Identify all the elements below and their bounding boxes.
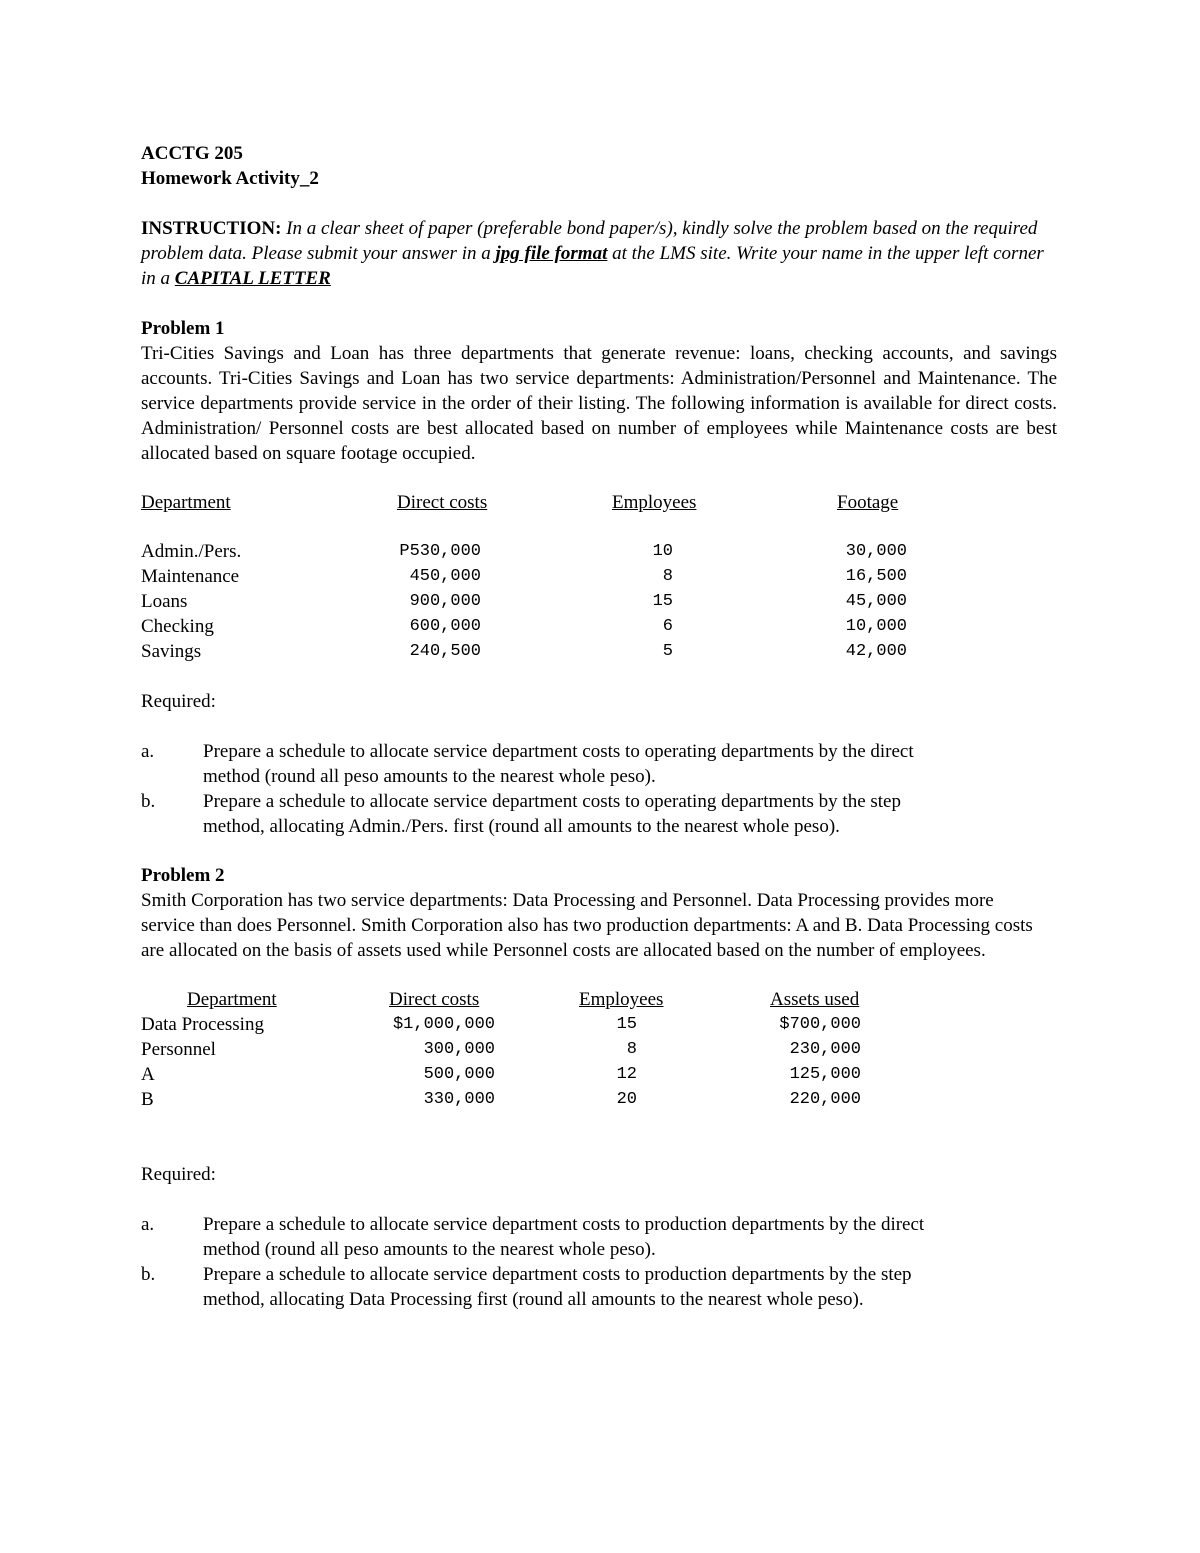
p2-cell-employees: 12 (616, 1065, 637, 1084)
p1-cell-cost: 240,500 (409, 642, 481, 661)
instruction-text-2: at the LMS site. Write your name in the upper left corner in a (141, 243, 1044, 289)
table-row (141, 614, 1061, 639)
instruction-text-1: In a clear sheet of paper (preferable bond paper/s), kindly solve the problem based on the required problem data. Please submit your answer in a (141, 218, 1038, 264)
p2-cell-dept: A (141, 1064, 155, 1085)
problem1-requirement-b (141, 789, 943, 839)
requirement-label: b. (141, 1264, 156, 1285)
p1-header-employees: Employees (612, 492, 697, 513)
instruction-label: INSTRUCTION: (141, 218, 282, 239)
p1-cell-cost: 900,000 (409, 592, 481, 611)
document-page (141, 141, 1061, 1312)
table-row (141, 1087, 1061, 1112)
p2-header-assets-used: Assets used (770, 989, 860, 1010)
p2-header-employees: Employees (579, 989, 664, 1010)
p1-cell-footage: 42,000 (845, 642, 907, 661)
problem1-title: Problem 1 (141, 318, 225, 339)
requirement-text: Prepare a schedule to allocate service department costs to operating departments by the step method, allocating Admin./Pers. first (round all amounts to the nearest whole peso). (203, 791, 901, 837)
requirement-text: Prepare a schedule to allocate service department costs to operating departments by the direct method (round all peso amounts to the nearest whole peso). (203, 741, 914, 787)
p2-cell-assets: 125,000 (789, 1065, 861, 1084)
requirement-label: a. (141, 1214, 155, 1235)
p1-cell-employees: 6 (662, 617, 673, 636)
p1-cell-footage: 30,000 (845, 542, 907, 561)
table-row (141, 1062, 1061, 1087)
requirement-label: b. (141, 791, 156, 812)
problem1-table (141, 490, 1061, 664)
problem2-description: Smith Corporation has two service departments: Data Processing and Personnel. Data Processing provides more service than does Personnel. Smith Corporation also has two production departments: A and B. Data Processing costs are allocated on the basis of assets used while Personnel costs are allocated based on the number of employees. (141, 890, 1033, 961)
problem1-description: Tri-Cities Savings and Loan has three departments that generate revenue: loans, checking accounts, and savings accounts. Tri-Cities Savings and Loan has two service departments: Administration/Personnel and Maintenance. The service departments provide service in the order of their listing. The following information is available for direct costs. Administration/ Personnel costs are best allocated based on number of employees while Maintenance costs are best allocated based on square footage occupied. (141, 343, 1057, 464)
p1-cell-dept: Maintenance (141, 566, 240, 587)
p2-cell-assets: 230,000 (789, 1040, 861, 1059)
p1-cell-dept: Admin./Pers. (141, 541, 242, 562)
p1-header-footage: Footage (837, 492, 899, 513)
p1-cell-footage: 45,000 (845, 592, 907, 611)
requirement-text: Prepare a schedule to allocate service department costs to production departments by the step method, allocating Data Processing first (round all amounts to the nearest whole peso). (203, 1264, 912, 1310)
problem1-required-label: Required: (141, 691, 216, 712)
problem2-table-header (141, 987, 1061, 1012)
table-row (141, 639, 1061, 664)
activity-title: Homework Activity_2 (141, 168, 319, 189)
problem2-requirement-a (141, 1212, 943, 1262)
p1-cell-cost: 600,000 (409, 617, 481, 636)
requirement-label: a. (141, 741, 155, 762)
problem1-requirement-a (141, 739, 933, 789)
p2-cell-cost: 330,000 (423, 1090, 495, 1109)
problem2-table (141, 987, 1061, 1112)
p2-header-direct-costs: Direct costs (389, 989, 480, 1010)
p2-cell-dept: B (141, 1089, 154, 1110)
problem1-table-header (141, 490, 1061, 515)
table-row (141, 564, 1061, 589)
p2-cell-dept: Personnel (141, 1039, 216, 1060)
p1-cell-cost: 450,000 (409, 567, 481, 586)
p1-header-department: Department (141, 492, 231, 513)
p2-cell-assets: 220,000 (789, 1090, 861, 1109)
p1-cell-employees: 8 (662, 567, 673, 586)
table-row (141, 1012, 1061, 1037)
table-row (141, 539, 1061, 564)
problem2-requirement-b (141, 1262, 943, 1312)
instruction-format: jpg file format (495, 243, 608, 264)
p2-cell-employees: 20 (616, 1090, 637, 1109)
p2-cell-employees: 15 (616, 1015, 637, 1034)
p2-cell-employees: 8 (626, 1040, 637, 1059)
p1-cell-footage: 16,500 (845, 567, 907, 586)
p1-cell-employees: 15 (652, 592, 673, 611)
p2-header-department: Department (187, 989, 277, 1010)
p2-cell-cost: 300,000 (423, 1040, 495, 1059)
p1-cell-employees: 10 (652, 542, 673, 561)
p1-cell-dept: Loans (141, 591, 188, 612)
problem2-title: Problem 2 (141, 865, 225, 886)
problem2-required-label: Required: (141, 1164, 216, 1185)
requirement-text: Prepare a schedule to allocate service department costs to production departments by the direct method (round all peso amounts to the nearest whole peso). (203, 1214, 925, 1260)
p2-cell-cost: $1,000,000 (392, 1015, 495, 1034)
p1-cell-employees: 5 (662, 642, 673, 661)
p1-cell-dept: Savings (141, 641, 202, 662)
p1-cell-cost: P530,000 (399, 542, 481, 561)
instruction-capital: CAPITAL LETTER (174, 268, 331, 289)
p2-cell-assets: $700,000 (779, 1015, 861, 1034)
p2-cell-dept: Data Processing (141, 1014, 264, 1035)
p1-cell-dept: Checking (141, 616, 214, 637)
table-row (141, 1037, 1061, 1062)
p1-cell-footage: 10,000 (845, 617, 907, 636)
p2-cell-cost: 500,000 (423, 1065, 495, 1084)
p1-header-direct-costs: Direct costs (397, 492, 488, 513)
course-title: ACCTG 205 (141, 143, 243, 164)
table-row (141, 589, 1061, 614)
instruction-paragraph (141, 216, 1051, 291)
